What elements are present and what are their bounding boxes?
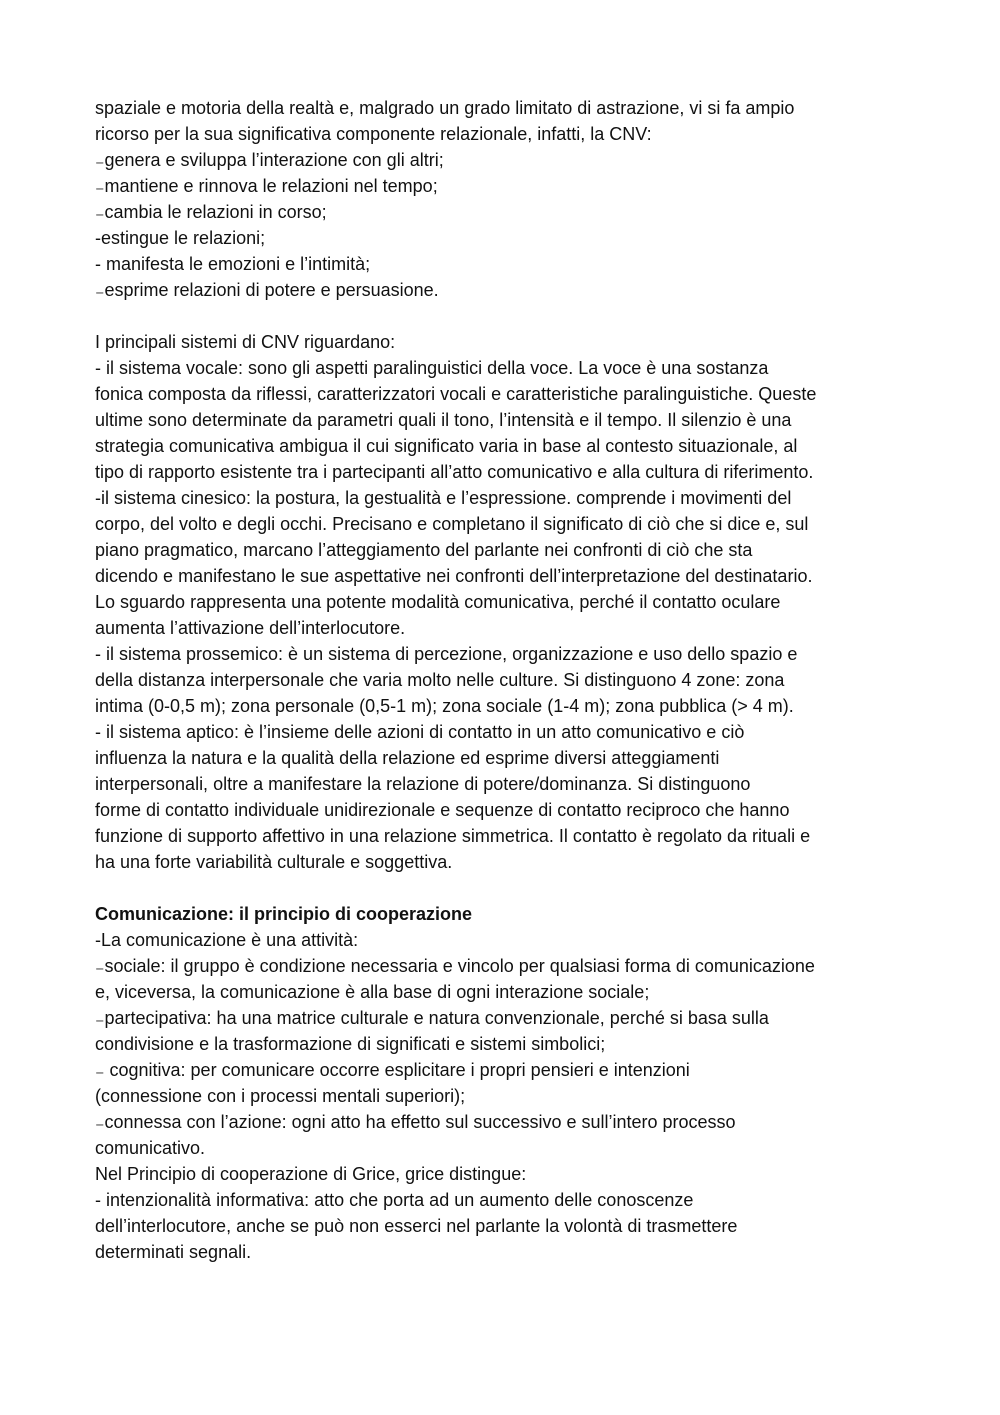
list-item: ₋cambia le relazioni in corso; bbox=[95, 202, 327, 222]
text-line: Nel Principio di cooperazione di Grice, grice distingue: bbox=[95, 1164, 527, 1184]
document-page bbox=[95, 95, 915, 1265]
text-line: I principali sistemi di CNV riguardano: bbox=[95, 332, 396, 352]
list-item: ₋mantiene e rinnova le relazioni nel tempo; bbox=[95, 176, 438, 196]
text-line: tipo di rapporto esistente tra i partecipanti all’atto comunicativo e alla cultura di riferimento. bbox=[95, 462, 814, 482]
text-line: -La comunicazione è una attività: bbox=[95, 930, 359, 950]
list-item: - manifesta le emozioni e l’intimità; bbox=[95, 254, 371, 274]
text-line: influenza la natura e la qualità della relazione ed esprime diversi atteggiamenti bbox=[95, 748, 720, 768]
list-item: ₋partecipativa: ha una matrice culturale e natura convenzionale, perché si basa sulla bbox=[95, 1008, 769, 1028]
list-item: ₋sociale: il gruppo è condizione necessaria e vincolo per qualsiasi forma di comunicazione bbox=[95, 956, 815, 976]
text-line: aumenta l’attivazione dell’interlocutore. bbox=[95, 618, 406, 638]
text-line: comunicativo. bbox=[95, 1138, 206, 1158]
text-line: Lo sguardo rappresenta una potente modalità comunicativa, perché il contatto oculare bbox=[95, 592, 781, 612]
text-line: (connessione con i processi mentali superiori); bbox=[95, 1086, 466, 1106]
text-line: fonica composta da riflessi, caratterizzatori vocali e caratteristiche paralinguistiche. Queste bbox=[95, 384, 817, 404]
text-line: dicendo e manifestano le sue aspettative nei confronti dell’interpretazione del destinatario. bbox=[95, 566, 813, 586]
text-line: determinati segnali. bbox=[95, 1242, 252, 1262]
text-line: intima (0-0,5 m); zona personale (0,5-1 m); zona sociale (1-4 m); zona pubblica (> 4 m). bbox=[95, 696, 794, 716]
text-line: ultime sono determinate da parametri quali il tono, l’intensità e il tempo. Il silenzio è una bbox=[95, 410, 792, 430]
list-item: ₋ cognitiva: per comunicare occorre esplicitare i propri pensieri e intenzioni bbox=[95, 1060, 690, 1080]
paragraph-gap bbox=[95, 303, 915, 329]
section-heading: Comunicazione: il principio di cooperazione bbox=[95, 904, 473, 924]
list-item: ₋genera e sviluppa l’interazione con gli altri; bbox=[95, 150, 444, 170]
text-line: funzione di supporto affettivo in una relazione simmetrica. Il contatto è regolato da rituali e bbox=[95, 826, 811, 846]
list-item: ₋connessa con l’azione: ogni atto ha effetto sul successivo e sull’intero processo bbox=[95, 1112, 736, 1132]
text-line: strategia comunicativa ambigua il cui significato varia in base al contesto situazionale, al bbox=[95, 436, 798, 456]
text-line: della distanza interpersonale che varia molto nelle culture. Si distinguono 4 zone: zona bbox=[95, 670, 785, 690]
text-line: interpersonali, oltre a manifestare la relazione di potere/dominanza. Si distinguono bbox=[95, 774, 751, 794]
text-line: spaziale e motoria della realtà e, malgrado un grado limitato di astrazione, vi si fa ampio bbox=[95, 98, 795, 118]
text-line: piano pragmatico, marcano l’atteggiamento del parlante nei confronti di ciò che sta bbox=[95, 540, 753, 560]
text-line: dell’interlocutore, anche se può non esserci nel parlante la volontà di trasmettere bbox=[95, 1216, 738, 1236]
text-line: - intenzionalità informativa: atto che porta ad un aumento delle conoscenze bbox=[95, 1190, 694, 1210]
text-line: ricorso per la sua significativa componente relazionale, infatti, la CNV: bbox=[95, 124, 652, 144]
paragraph-gap bbox=[95, 875, 915, 901]
text-line: ha una forte variabilità culturale e soggettiva. bbox=[95, 852, 453, 872]
list-item: ₋esprime relazioni di potere e persuasione. bbox=[95, 280, 439, 300]
text-line: -il sistema cinesico: la postura, la gestualità e l’espressione. comprende i movimenti del bbox=[95, 488, 792, 508]
list-item: -estingue le relazioni; bbox=[95, 228, 266, 248]
text-line: forme di contatto individuale unidirezionale e sequenze di contatto reciproco che hanno bbox=[95, 800, 790, 820]
text-line: condivisione e la trasformazione di significati e sistemi simbolici; bbox=[95, 1034, 606, 1054]
text-line: corpo, del volto e degli occhi. Precisano e completano il significato di ciò che si dice e, sul bbox=[95, 514, 809, 534]
text-line: e, viceversa, la comunicazione è alla base di ogni interazione sociale; bbox=[95, 982, 650, 1002]
text-line: - il sistema prossemico: è un sistema di percezione, organizzazione e uso dello spazio e bbox=[95, 644, 798, 664]
text-line: - il sistema aptico: è l’insieme delle azioni di contatto in un atto comunicativo e ciò bbox=[95, 722, 745, 742]
text-line: - il sistema vocale: sono gli aspetti paralinguistici della voce. La voce è una sostanza bbox=[95, 358, 769, 378]
